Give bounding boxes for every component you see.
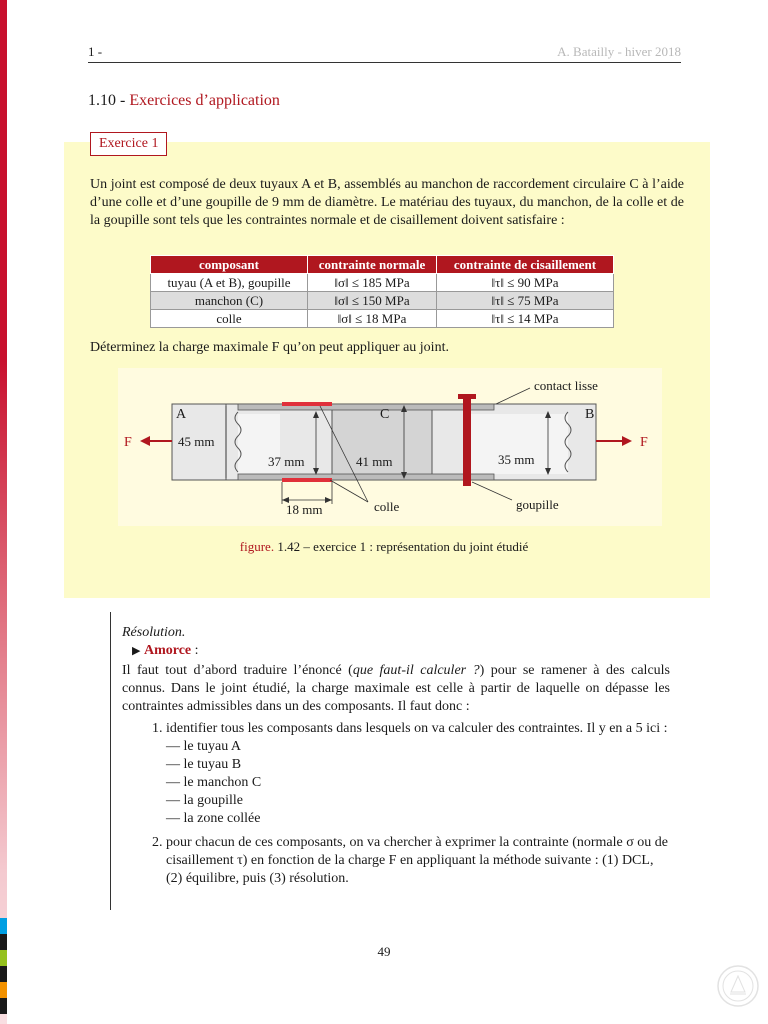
label-f-left: F: [124, 435, 132, 450]
label-colle: colle: [374, 499, 400, 514]
list-item: — le tuyau A: [166, 739, 242, 754]
list-item: — le tuyau B: [166, 757, 242, 772]
table-header-cell: contrainte normale: [308, 256, 437, 274]
resolution-block: [122, 624, 670, 894]
list-item: — le manchon C: [166, 775, 262, 790]
table-cell: ‖τ‖ ≤ 90 MPa: [437, 274, 614, 292]
swatch-black: [0, 966, 7, 982]
list-item: — la goupille: [166, 793, 243, 808]
table-cell: ‖σ‖ ≤ 185 MPa: [308, 274, 437, 292]
force-right-arrowhead: [622, 436, 632, 446]
para-end: ) pour se ramener à des calculs connus. Dans le joint étudié, la charge maximale est celle à partir de laquelle on dépasse les contraintes admissibles dans un des composants. Il faut donc :: [122, 663, 670, 714]
table-cell: tuyau (A et B), goupille: [151, 274, 308, 292]
amorce-colon: :: [191, 643, 199, 658]
amorce-heading: [132, 642, 670, 660]
label-c: C: [380, 407, 390, 422]
glue-top: [282, 402, 332, 406]
swatch-orange: [0, 982, 7, 998]
list-item: [166, 720, 670, 828]
exercise-label: Exercice 1: [90, 132, 167, 156]
pin: [463, 396, 471, 486]
glue-bottom: [282, 478, 332, 482]
label-dim-35: 35 mm: [498, 452, 535, 467]
label-dim-37: 37 mm: [268, 454, 305, 469]
table-cell: ‖τ‖ ≤ 75 MPa: [437, 292, 614, 310]
section-number: 1.10 -: [88, 92, 126, 109]
dim-18-arrow-right: [325, 497, 332, 503]
label-a: A: [176, 407, 187, 422]
label-goupille: goupille: [516, 497, 559, 512]
header-page-ref: 1 -: [88, 44, 103, 59]
university-seal-icon: [716, 964, 760, 1008]
sleeve-wall-bottom: [238, 474, 494, 480]
list-item: — la zone collée: [166, 811, 261, 826]
amorce-label: Amorce: [143, 643, 192, 658]
header-author: A. Batailly - hiver 2018: [557, 44, 681, 59]
exercise-statement: Un joint est composé de deux tuyaux A et B, assemblés au manchon de raccordement circulaire C à l’aide d’une colle et d’une goupille de 9 mm de diamètre. Le matériau des tuyaux, du manchon, de la colle et de la goupille sont tels que les contraintes normale et de cisaillement doivent satisfaire :: [90, 177, 684, 228]
figure-caption-text: 1.42 – exercice 1 : représentation du joint étudié: [277, 539, 529, 554]
table-cell: colle: [151, 310, 308, 328]
exercise-question: Déterminez la charge maximale F qu’on peut appliquer au joint.: [90, 340, 449, 355]
list-item: [166, 834, 670, 888]
table-cell: ‖σ‖ ≤ 150 MPa: [308, 292, 437, 310]
resolution-rule: [110, 612, 111, 910]
components-list: [166, 738, 670, 828]
label-dim-18: 18 mm: [286, 502, 323, 517]
table-header-cell: contrainte de cisaillement: [437, 256, 614, 274]
sleeve-wall-top: [238, 404, 494, 410]
steps-list: [122, 720, 670, 888]
step-2-text: pour chacun de ces composants, on va chercher à exprimer la contrainte (normale σ ou de cisaillement τ) en fonction de la charge F en appliquant la méthode suivante : (1) DCL, (2) équilibre, puis (3) résolution.: [166, 835, 669, 886]
para-start: Il faut tout d’abord traduire l’énoncé (: [122, 663, 353, 678]
pin-head: [458, 394, 476, 399]
leader-contact: [496, 388, 530, 404]
force-left-arrowhead: [140, 436, 150, 446]
figure-caption-label: figure.: [239, 539, 275, 554]
label-b: B: [585, 407, 595, 422]
resolution-title: Résolution.: [122, 625, 186, 640]
swatch-blue: [0, 918, 7, 934]
figure-caption: [0, 539, 768, 555]
table-cell: ‖σ‖ ≤ 18 MPa: [308, 310, 437, 328]
color-swatches: [0, 918, 7, 1014]
label-dim-45: 45 mm: [178, 434, 215, 449]
section-heading: Exercices d’application: [129, 92, 280, 109]
table-cell: ‖τ‖ ≤ 14 MPa: [437, 310, 614, 328]
page-number: 49: [377, 944, 391, 959]
step-1-text: identifier tous les composants dans lesquels on va calculer des contraintes. Il y en a 5 ici :: [166, 721, 668, 736]
triangle-icon: ▶: [132, 645, 141, 657]
resolution-paragraph: [122, 662, 670, 716]
table-cell: manchon (C): [151, 292, 308, 310]
label-f-right: F: [640, 435, 648, 450]
swatch-black: [0, 998, 7, 1014]
label-contact: contact lisse: [534, 378, 598, 393]
table-header-cell: composant: [151, 256, 308, 274]
para-italic: que faut-il calculer ?: [352, 663, 480, 678]
label-dim-41: 41 mm: [356, 454, 393, 469]
leader-goupille: [472, 482, 512, 500]
